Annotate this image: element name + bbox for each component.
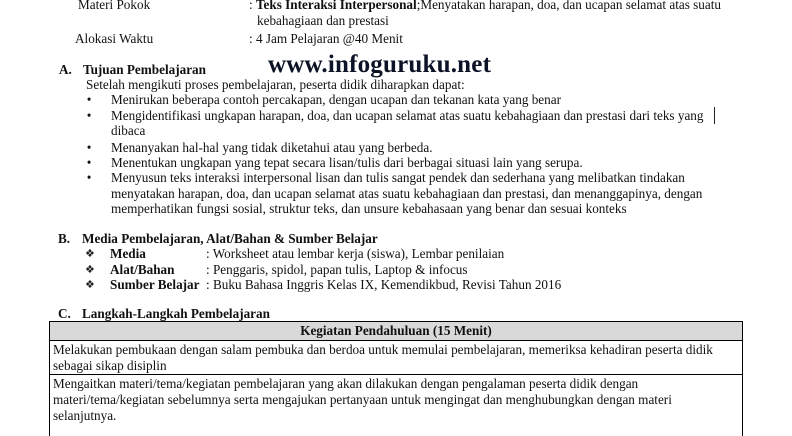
objective-item: Menentukan ungkapan yang tepat secara lisan/tulis dari berbagai situasi lain yang serupa. [111, 155, 583, 170]
table-cell-line: selanjutnya. [53, 408, 117, 423]
bullet-icon: • [86, 140, 92, 155]
section-c-title: Langkah-Langkah Pembelajaran [82, 306, 270, 321]
bullet-icon: • [86, 108, 92, 123]
table-row [50, 375, 742, 436]
bullet-icon: • [86, 155, 92, 170]
resource-label-alat-bahan: Alat/Bahan [110, 262, 175, 277]
table-row [50, 341, 742, 375]
section-c-marker: C. [58, 306, 71, 321]
field-label-materi-pokok: Materi Pokok [78, 0, 151, 12]
objective-item: Menyusun teks interaksi interpersonal lisan dan tulis sangat pendek dan sederhana yang melibatkan tindakan [111, 170, 685, 185]
text-cursor [714, 107, 715, 124]
field-label-alokasi-waktu: Alokasi Waktu [75, 31, 154, 46]
table-cell-line: Mengaitkan materi/tema/kegiatan pembelajaran yang akan dilakukan dengan pengalaman peserta didik dengan [53, 376, 639, 391]
resource-value-sumber-belajar: : Buku Bahasa Inggris Kelas IX, Kemendikbud, Revisi Tahun 2016 [206, 277, 562, 292]
learning-steps-table [49, 321, 743, 436]
field-value-materi-pokok-cont: kebahagiaan dan prestasi [257, 13, 389, 28]
diamond-bullet-icon: ❖ [85, 279, 95, 291]
objective-item-cont: menyatakan harapan, doa, dan ucapan selamat atas suatu kebahagiaan dan prestasi, dan menanggapinya, dengan [111, 186, 703, 201]
resource-label-media: Media [110, 246, 146, 261]
bullet-icon: • [86, 92, 92, 107]
resource-value-media: : Worksheet atau lembar kerja (siswa), Lembar penilaian [206, 246, 505, 261]
field-value-materi-pokok [249, 0, 721, 13]
section-b-title: Media Pembelajaran, Alat/Bahan & Sumber Belajar [82, 231, 378, 246]
field-value-alokasi-waktu: : 4 Jam Pelajaran @40 Menit [249, 31, 403, 46]
resource-value-alat-bahan: : Penggaris, spidol, papan tulis, Laptop & infocus [206, 262, 468, 277]
objective-item: Mengidentifikasi ungkapan harapan, doa, dan ucapan selamat atas suatu kebahagiaan dan prestasi dari teks yang [111, 108, 704, 123]
objective-item-cont: dibaca [111, 123, 146, 138]
table-cell-line: sebagai sikap disiplin [53, 358, 167, 373]
section-a-title: Tujuan Pembelajaran [83, 62, 206, 77]
watermark-url: www.infoguruku.net [268, 51, 492, 78]
objective-item-cont: memperhatikan fungsi sosial, struktur teks, dan unsure kebahasaan yang benar dan sesuai konteks [111, 201, 627, 216]
table-cell-line: Melakukan pembukaan dengan salam pembuka dan berdoa untuk memulai pembelajaran, memeriksa kehadiran peserta didik [53, 342, 713, 357]
diamond-bullet-icon: ❖ [85, 248, 95, 260]
section-a-intro: Setelah mengikuti proses pembelajaran, peserta didik diharapkan dapat: [86, 77, 465, 92]
diamond-bullet-icon: ❖ [85, 264, 95, 276]
bullet-icon: • [86, 170, 92, 185]
objective-item: Menanyakan hal-hal yang tidak diketahui atau yang berbeda. [111, 140, 433, 155]
materi-pokok-bold-title: Teks Interaksi Interpersonal [255, 0, 417, 12]
colon: : [249, 0, 256, 12]
table-header-pendahuluan: Kegiatan Pendahuluan (15 Menit) [50, 322, 742, 341]
section-b-marker: B. [58, 231, 71, 246]
objective-item: Menirukan beberapa contoh percakapan, dengan ucapan dan tekanan kata yang benar [111, 92, 561, 107]
materi-pokok-description: ;Menyatakan harapan, doa, dan ucapan selamat atas suatu [416, 0, 721, 12]
table-cell-line: materi/tema/kegiatan sebelumnya serta mengajukan pertanyaan untuk mengingat dan menghubungkan dengan materi [53, 392, 672, 407]
resource-label-sumber-belajar: Sumber Belajar [110, 277, 200, 292]
section-a-marker: A. [59, 62, 72, 77]
